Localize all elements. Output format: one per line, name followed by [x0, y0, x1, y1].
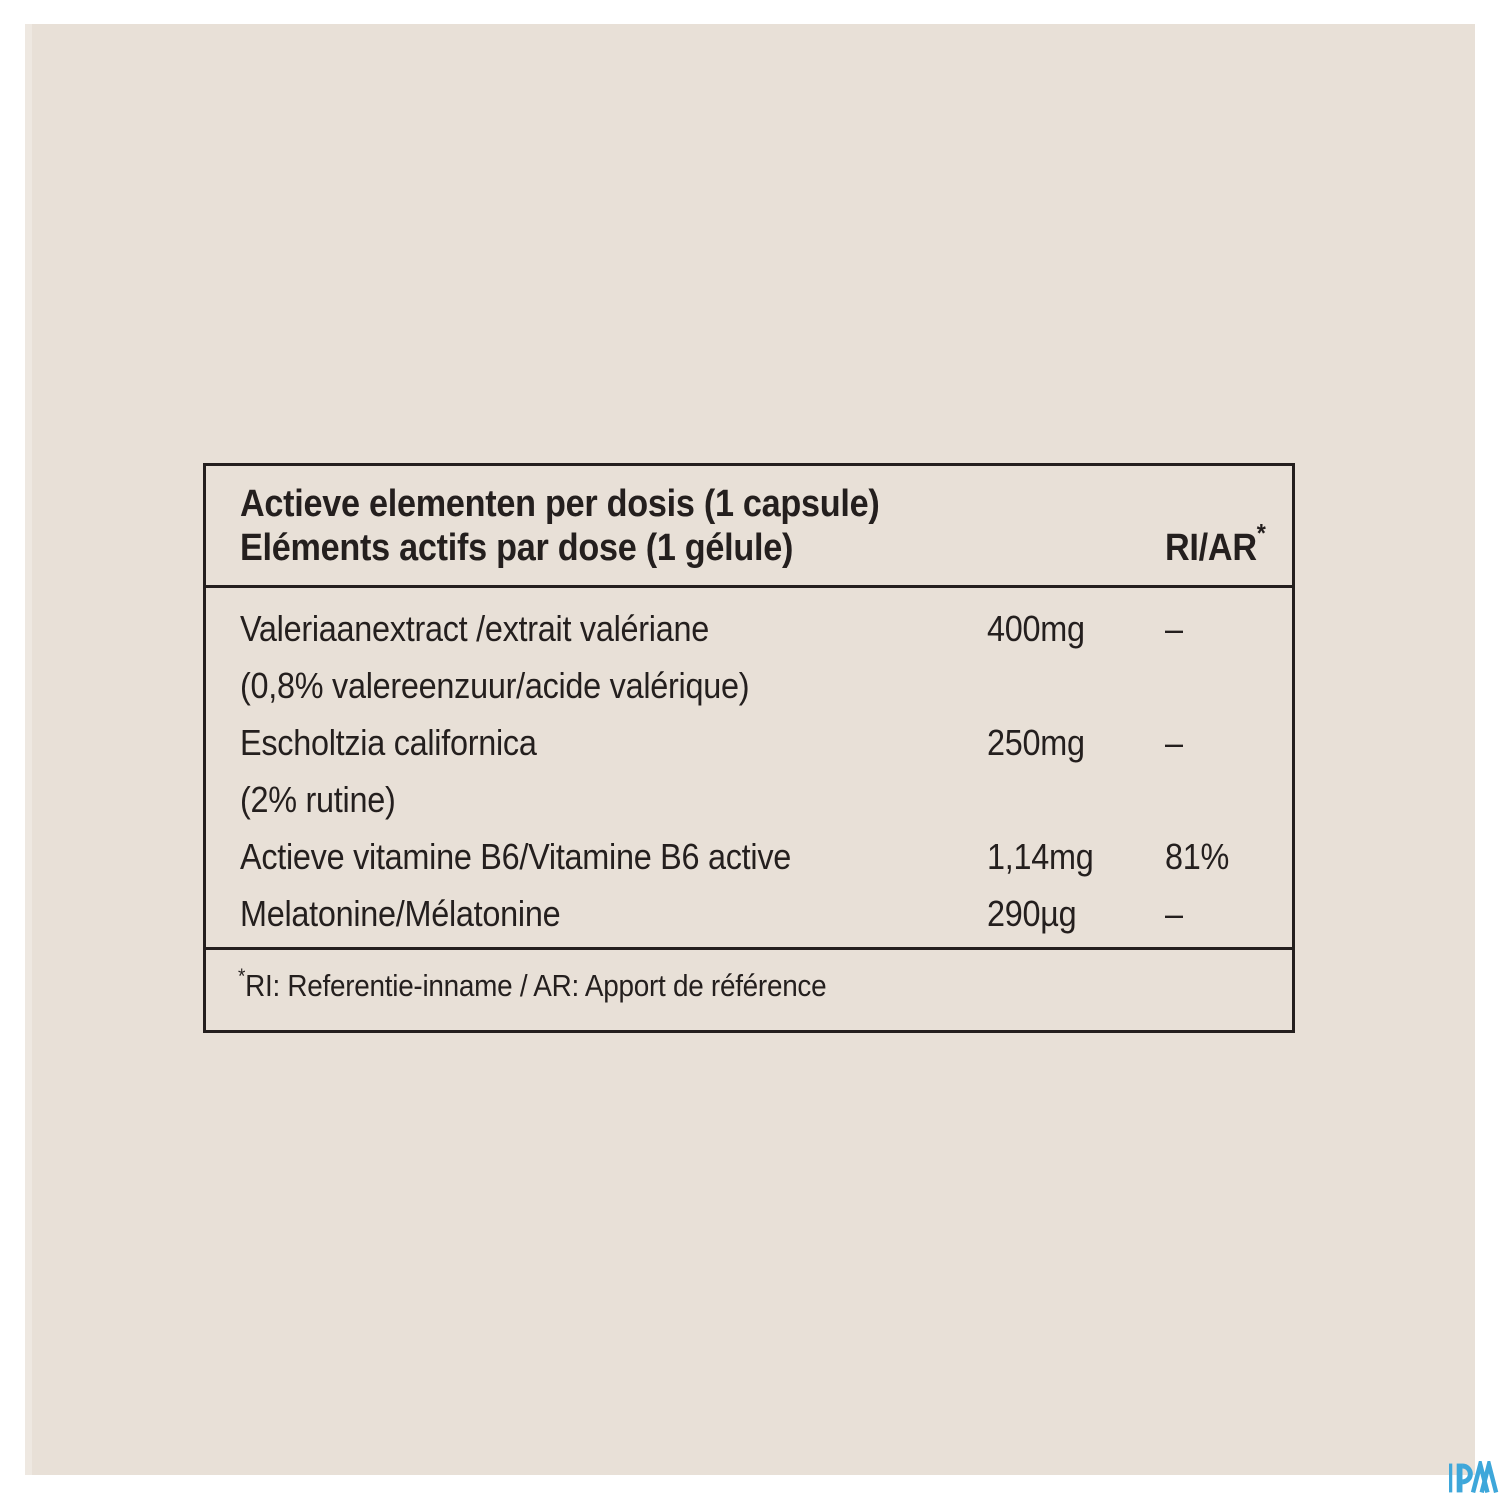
ingredient-name: Melatonine/Mélatonine [240, 893, 561, 934]
table-body [206, 588, 1292, 950]
ingredient-ri-ar [1165, 657, 1292, 714]
ingredients-table [203, 463, 1295, 1033]
ipm-logo [1449, 1461, 1499, 1494]
ipm-logo-graphic [1449, 1461, 1499, 1494]
table-row [206, 600, 1292, 657]
table-title-fr: Eléments actifs par dose (1 gélule) [240, 527, 794, 569]
table-footnote [206, 950, 1292, 1004]
ingredient-ri-ar [1165, 771, 1292, 828]
riar-column-header: RI/AR* [1165, 518, 1266, 569]
ingredient-name: Valeriaanextract /extrait valériane [240, 608, 709, 649]
ingredient-name: (2% rutine) [240, 779, 396, 820]
ingredient-amount: 250mg [987, 722, 1085, 763]
ingredient-ri-ar: 81% [1165, 836, 1230, 877]
table-row [206, 714, 1292, 771]
ingredient-amount: 1,14mg [987, 836, 1094, 877]
table-row [206, 657, 1292, 714]
riar-asterisk: * [1256, 518, 1266, 549]
table-header [206, 466, 1292, 588]
ingredient-ri-ar: – [1165, 722, 1183, 763]
ingredient-amount [987, 771, 1165, 828]
footnote-text: RI: Referentie-inname / AR: Apport de référence [245, 968, 827, 1003]
ingredient-amount: 290µg [987, 893, 1077, 934]
table-title-nl: Actieve elementen per dosis (1 capsule) [240, 483, 880, 525]
product-label-canvas [25, 24, 1475, 1475]
ingredient-name: Actieve vitamine B6/Vitamine B6 active [240, 836, 792, 877]
ingredient-amount [987, 657, 1165, 714]
ingredient-ri-ar: – [1165, 608, 1183, 649]
ingredient-amount: 400mg [987, 608, 1085, 649]
footnote-asterisk: * [238, 964, 246, 988]
ingredient-name: (0,8% valereenzuur/acide valérique) [240, 665, 750, 706]
ingredient-name: Escholtzia californica [240, 722, 537, 763]
ingredient-ri-ar: – [1165, 893, 1183, 934]
table-row [206, 771, 1292, 828]
table-row [206, 885, 1292, 942]
table-row [206, 828, 1292, 885]
